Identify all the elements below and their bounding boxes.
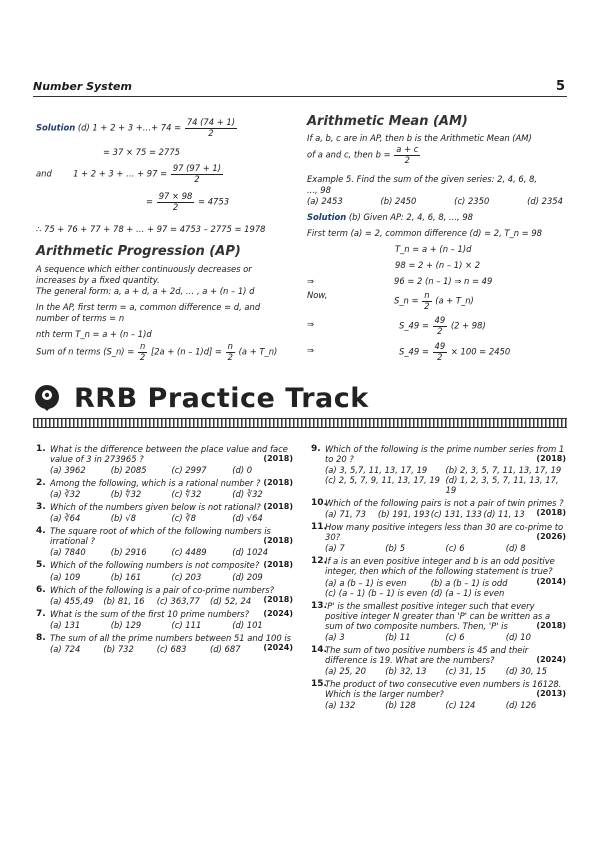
question-number: 3. bbox=[36, 502, 46, 513]
option: (d) 126 bbox=[505, 700, 537, 711]
am-line-2: of a and c, then b = $\frac{a + c}{2}$ bbox=[307, 144, 419, 165]
question-text: The sum of all the prime numbers between 51 and 100 is (2024) bbox=[50, 632, 293, 652]
option: (d) 10 bbox=[505, 631, 531, 642]
question-text: If a is an even positive integer and b is an odd positive integer, then which of the following statement is true? (2014) bbox=[325, 556, 566, 586]
option: (d) 1024 bbox=[232, 547, 269, 558]
option: (c) (a – 1) (b – 1) is even bbox=[325, 587, 428, 598]
example-5-cont: ..., 98 bbox=[307, 185, 331, 195]
option: (c) 124 bbox=[445, 700, 476, 711]
option: (c) ∜32 bbox=[171, 489, 202, 500]
option: (a) 7 bbox=[325, 543, 345, 554]
option: (c) 2997 bbox=[171, 465, 207, 476]
question-year: (2013) bbox=[536, 689, 566, 699]
question-text: The square root of which of the following numbers is irrational ? (2018) bbox=[50, 526, 293, 547]
question-item bbox=[311, 556, 566, 597]
ap-line-6: nth term T_n = a + (n – 1)d bbox=[36, 329, 152, 339]
question-year: (2014) bbox=[536, 576, 566, 586]
question-number: 8. bbox=[36, 632, 46, 643]
solution-line-3: and 1 + 2 + 3 + … + 97 = $\frac{97 (97 + 1)}{2}$ bbox=[36, 163, 222, 184]
option: (b) 81, 16 bbox=[103, 595, 145, 606]
ap-line-2: increases by a fixed quantity. bbox=[36, 275, 160, 285]
option: (b) 732 bbox=[103, 643, 134, 654]
option: (b) 129 bbox=[110, 619, 142, 630]
option: (d) 687 bbox=[210, 643, 241, 654]
option: (b) 32, 13 bbox=[385, 665, 427, 676]
question-options bbox=[325, 578, 536, 598]
question-options bbox=[325, 509, 536, 519]
question-options bbox=[50, 572, 293, 582]
option: (a) a (b – 1) is even bbox=[325, 577, 407, 588]
question-item bbox=[311, 645, 566, 676]
question-year: (2018) bbox=[536, 620, 566, 630]
question-item bbox=[36, 609, 293, 630]
question-item bbox=[36, 560, 293, 581]
option: (a) 71, 73 bbox=[325, 509, 366, 520]
option: (d) 11, 13 bbox=[483, 509, 525, 520]
option: (b) 2085 bbox=[110, 465, 147, 476]
solution-line-4: = $\frac{97 \times 98}{2}$ = 4753 bbox=[146, 191, 230, 212]
am-step-3: 98 = 2 + (n – 1) × 2 bbox=[395, 260, 481, 270]
question-text: 'P' is the smallest positive integer such that every positive integer N greater than 'P' can be written as a sum of two composite numbers. Then, 'P' is (2018) bbox=[325, 600, 566, 631]
question-item bbox=[36, 478, 293, 499]
question-number: 11. bbox=[311, 522, 327, 533]
question-options bbox=[50, 644, 263, 654]
am-step-7: ⇒ S_49 = $\frac{49}{2}$ × 100 = 2450 bbox=[307, 341, 511, 362]
option: (a) 724 bbox=[50, 643, 81, 654]
option: (a) ∛64 bbox=[50, 513, 81, 524]
question-year: (2018) bbox=[263, 478, 293, 488]
solution-line-2: = 37 × 75 = 2775 bbox=[103, 147, 180, 157]
question-year: (2024) bbox=[263, 642, 293, 652]
ap-line-1: A sequence which either continuously decreases or bbox=[36, 264, 252, 274]
option: (b) ∜32 bbox=[110, 489, 142, 500]
option: (c) 111 bbox=[171, 619, 202, 630]
question-number: 4. bbox=[36, 526, 46, 537]
question-item bbox=[311, 522, 566, 553]
question-text: How many positive integers less than 30 are co-prime to 30? (2026) bbox=[325, 522, 566, 543]
option: (a) 132 bbox=[325, 700, 356, 711]
question-options bbox=[325, 543, 566, 553]
question-item bbox=[36, 444, 293, 475]
location-pin-icon bbox=[33, 384, 61, 412]
am-step-4: ⇒ 96 = 2 (n – 1) ⇒ n = 49 bbox=[307, 276, 493, 286]
option: (d) √64 bbox=[232, 513, 263, 524]
option: (a) 131 bbox=[50, 619, 81, 630]
option: (d) 209 bbox=[232, 571, 263, 582]
option: (b) 2, 3, 5, 7, 11, 13, 17, 19 bbox=[445, 465, 562, 476]
question-item bbox=[36, 502, 293, 523]
question-text: Which of the following pairs is not a pair of twin primes ? (2018) bbox=[325, 498, 566, 518]
option: (b) 161 bbox=[110, 571, 142, 582]
question-text: Which of the following numbers is not composite? (2018) bbox=[50, 560, 293, 571]
question-year: (2018) bbox=[536, 508, 566, 518]
option: (c) ∛8 bbox=[171, 513, 196, 524]
page-number: 5 bbox=[555, 79, 565, 94]
question-options bbox=[325, 465, 566, 495]
am-step-5: Now, S_n = $\frac{n}{2}$ (a + T_n) bbox=[307, 290, 474, 311]
ap-line-5: number of terms = n bbox=[36, 313, 125, 323]
question-options bbox=[50, 596, 263, 606]
option: (b) √8 bbox=[110, 513, 136, 524]
question-text: Which of the numbers given below is not rational? (2018) bbox=[50, 502, 293, 513]
question-year: (2018) bbox=[536, 454, 566, 464]
question-number: 13. bbox=[311, 600, 327, 611]
option: (a) 3962 bbox=[50, 465, 86, 476]
option: (c) 31, 15 bbox=[445, 665, 486, 676]
question-item bbox=[311, 444, 566, 495]
ap-sum-formula: Sum of n terms (S_n) = $\frac{n}{2}$ [2a + (n – 1)d] = $\frac{n}{2}$ (a + T_n) bbox=[36, 341, 278, 362]
am-step-1: First term (a) = 2, common difference (d) = 2, T_n = 98 bbox=[307, 228, 543, 238]
option: (c) 4489 bbox=[171, 547, 207, 558]
option: (d) 101 bbox=[232, 619, 263, 630]
option: (b) 5 bbox=[385, 543, 406, 554]
option: (c) 363,77 bbox=[156, 595, 200, 606]
question-item bbox=[311, 601, 566, 642]
question-options bbox=[50, 620, 293, 630]
option: (c) 131, 133 bbox=[430, 509, 482, 520]
question-options bbox=[325, 632, 566, 642]
option: (d) 1, 2, 3, 5, 7, 11, 13, 17, 19 bbox=[445, 475, 559, 496]
option: (a) 109 bbox=[50, 571, 81, 582]
solution-line-5: ∴ 75 + 76 + 77 + 78 + … + 97 = 4753 – 2775 = 1978 bbox=[36, 224, 266, 234]
option: (c) 683 bbox=[156, 643, 187, 654]
header-rule bbox=[33, 96, 567, 97]
question-year: (2018) bbox=[263, 536, 293, 546]
option: (b) 191, 193 bbox=[377, 509, 430, 520]
question-number: 6. bbox=[36, 584, 46, 595]
question-options bbox=[50, 547, 293, 557]
question-number: 2. bbox=[36, 478, 46, 489]
question-number: 9. bbox=[311, 444, 321, 454]
option: (b) 11 bbox=[385, 631, 411, 642]
option: (b) 2916 bbox=[110, 547, 147, 558]
option: (d) (a – 1) is even bbox=[430, 587, 505, 598]
question-number: 12. bbox=[311, 556, 327, 567]
rail-track-divider bbox=[33, 418, 567, 428]
option: (a) 25, 20 bbox=[325, 665, 366, 676]
option: (d) 0 bbox=[232, 465, 253, 476]
question-text: What is the difference between the place value and face value of 3 in 273965 ? (2018) bbox=[50, 444, 293, 465]
option: (c) 6 bbox=[445, 631, 465, 642]
question-item bbox=[36, 633, 293, 654]
question-options bbox=[50, 465, 293, 475]
question-number: 14. bbox=[311, 644, 327, 655]
option: (b) a (b – 1) is odd bbox=[430, 577, 508, 588]
question-options bbox=[325, 666, 566, 676]
option: (a) ∛32 bbox=[50, 489, 81, 500]
question-year: (2018) bbox=[263, 594, 293, 604]
question-year: (2018) bbox=[263, 502, 293, 512]
am-step-2: T_n = a + (n – 1)d bbox=[395, 244, 472, 254]
ap-heading: Arithmetic Progression (AP) bbox=[36, 244, 241, 259]
practice-track-title: RRB Practice Track bbox=[74, 383, 369, 414]
question-text: What is the sum of the first 10 prime numbers? (2024) bbox=[50, 608, 293, 619]
question-number: 1. bbox=[36, 444, 46, 454]
questions-left-column bbox=[36, 444, 293, 657]
ap-line-3: The general form: a, a + d, a + 2d, … , a + (n – 1) d bbox=[36, 286, 255, 296]
question-year: (2024) bbox=[536, 654, 566, 664]
question-options bbox=[50, 513, 293, 523]
question-text: Which of the following is the prime number series from 1 to 20 ? (2018) bbox=[325, 444, 566, 465]
questions-right-column bbox=[311, 444, 566, 713]
question-item bbox=[311, 679, 566, 710]
am-heading: Arithmetic Mean (AM) bbox=[307, 114, 468, 129]
question-text: Which of the following is a pair of co-prime numbers? (2018) bbox=[50, 584, 293, 604]
option: (d) 52, 24 bbox=[210, 595, 252, 606]
option: (a) 3 bbox=[325, 631, 345, 642]
question-text: The product of two consecutive even numbers is 16128. Which is the larger number? (2013) bbox=[325, 678, 566, 700]
ap-line-4: In the AP, first term = a, common difference = d, and bbox=[36, 302, 261, 312]
option: (c) 2, 5, 7, 9, 11, 13, 17, 19 bbox=[325, 475, 441, 486]
option: (c) 6 bbox=[445, 543, 465, 554]
question-item bbox=[311, 498, 566, 519]
chapter-title: Number System bbox=[33, 80, 132, 93]
example-5: Example 5. Find the sum of the given series: 2, 4, 6, 8, bbox=[307, 174, 538, 184]
option: (d) ∛32 bbox=[232, 489, 263, 500]
option: (c) 203 bbox=[171, 571, 202, 582]
option: (a) 7840 bbox=[50, 547, 86, 558]
question-number: 15. bbox=[311, 678, 327, 689]
option: (d) 8 bbox=[505, 543, 526, 554]
question-year: (2018) bbox=[263, 454, 293, 464]
question-options bbox=[325, 700, 566, 710]
question-year: (2018) bbox=[263, 560, 293, 570]
question-text: The sum of two positive numbers is 45 and their difference is 19. What are the numbers? (2024) bbox=[325, 644, 566, 665]
option: (a) 455,49 bbox=[50, 595, 94, 606]
option: (b) 128 bbox=[385, 700, 416, 711]
question-year: (2024) bbox=[263, 608, 293, 618]
example-5-options: (a) 2453 (b) 2450 (c) 2350 (d) 2354 bbox=[307, 196, 563, 206]
question-year: (2026) bbox=[536, 532, 566, 542]
am-step-6: ⇒ S_49 = $\frac{49}{2}$ (2 + 98) bbox=[307, 315, 486, 336]
question-item bbox=[36, 585, 293, 606]
am-line-1: If a, b, c are in AP, then b is the Arithmetic Mean (AM) bbox=[307, 133, 532, 143]
question-item bbox=[36, 526, 293, 557]
question-number: 10. bbox=[311, 498, 327, 509]
option: (d) 30, 15 bbox=[505, 665, 547, 676]
solution-line-1: Solution (d) 1 + 2 + 3 +…+ 74 = $\frac{74 (74 + 1)}{2}$ bbox=[36, 117, 236, 138]
question-number: 5. bbox=[36, 560, 46, 571]
question-options bbox=[50, 489, 293, 499]
question-text: Among the following, which is a rational number ? (2018) bbox=[50, 478, 293, 489]
option: (a) 3, 5,7, 11, 13, 17, 19 bbox=[325, 465, 428, 476]
am-solution: Solution (b) Given AP: 2, 4, 6, 8, ..., 98 bbox=[307, 212, 473, 222]
question-number: 7. bbox=[36, 608, 46, 619]
